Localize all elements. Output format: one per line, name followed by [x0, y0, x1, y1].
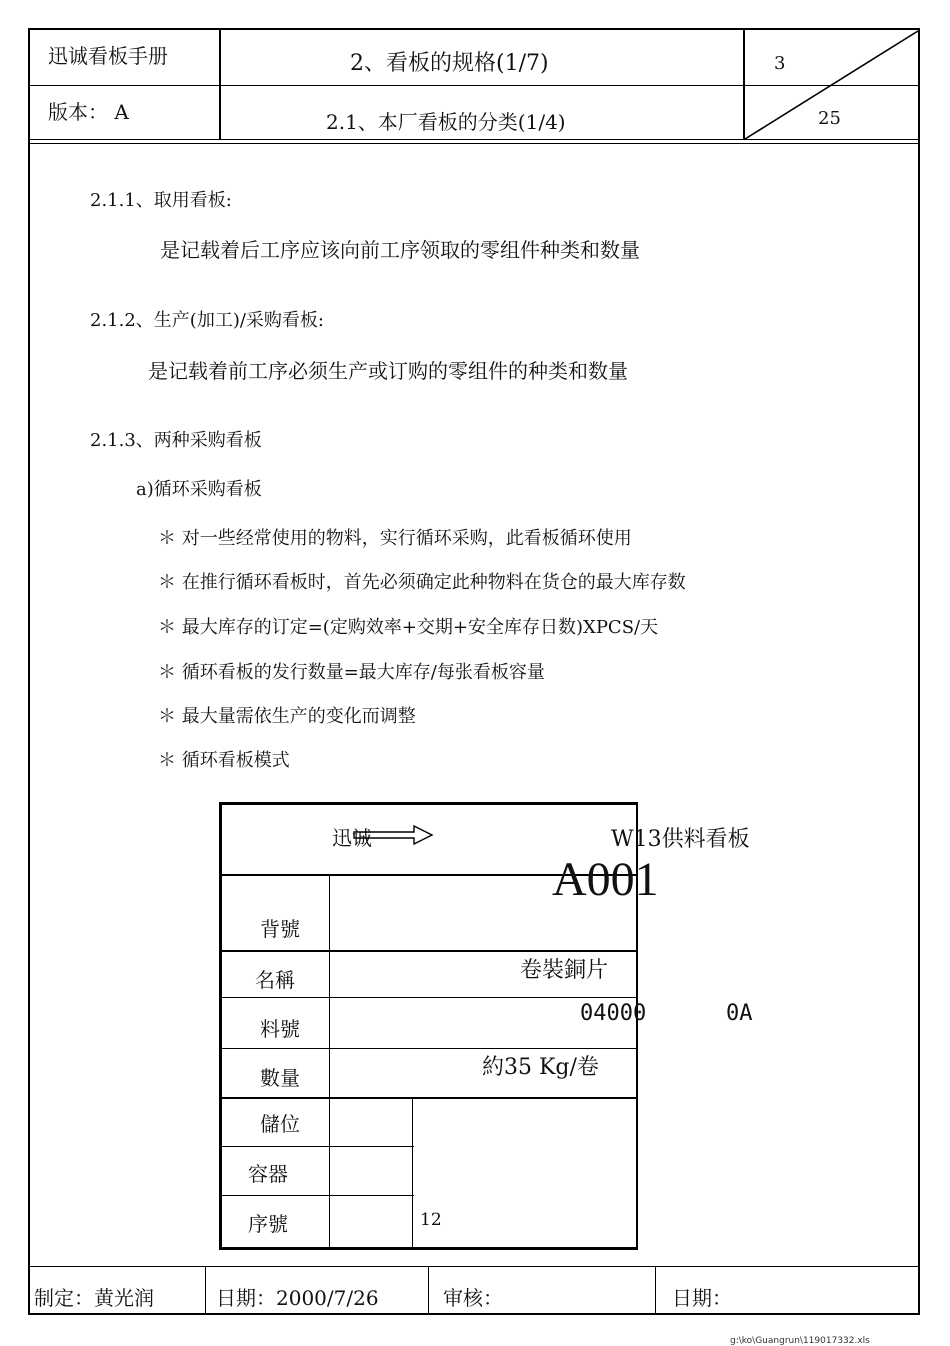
kanban-sequence-value: 12 [420, 1210, 442, 1230]
page-number: 3 [774, 53, 786, 74]
kanban-name-value: 卷裝銅片 [520, 958, 609, 983]
section-2-1-2-title: 2.1.2、生产(加工)/采购看板: [90, 310, 324, 331]
manual-title: 迅诚看板手册 [48, 44, 168, 68]
kanban-label-quantity: 數量 [260, 1066, 300, 1090]
footer-maker: 制定：黄光润 [34, 1286, 154, 1310]
bullet-item: ＊ 最大库存的订定=(定购效率+交期+安全库存日数)XPCS/天 [158, 617, 659, 638]
footer-reviewer: 审核： [443, 1286, 503, 1310]
section-2-1-3-title: 2.1.3、两种采购看板 [90, 430, 262, 451]
total-pages: 25 [818, 108, 841, 129]
section-2-1-3-subtitle: a)循环采购看板 [136, 479, 262, 500]
kanban-company: 迅诚 [332, 826, 372, 850]
kanban-label-back-number: 背號 [260, 917, 300, 941]
footer-date-1: 日期：2000/7/26 [216, 1286, 379, 1310]
bullet-item: ＊ 对一些经常使用的物料，实行循环采购，此看板循环使用 [158, 528, 632, 549]
bullet-item: ＊ 在推行循环看板时，首先必须确定此种物料在货仓的最大库存数 [158, 572, 686, 593]
version-label: 版本： A [48, 100, 129, 124]
chapter-title: 2、看板的规格(1/7) [350, 51, 549, 76]
section-2-1-2-text: 是记载着前工序必须生产或订购的零组件的种类和数量 [148, 359, 628, 383]
section-2-1-1-title: 2.1.1、取用看板: [90, 190, 232, 211]
bullet-item: ＊ 循环看板模式 [158, 750, 290, 771]
kanban-label-part-number: 料號 [260, 1017, 300, 1041]
bullet-item: ＊ 循环看板的发行数量=最大库存/每张看板容量 [158, 662, 545, 683]
kanban-part-number-value: 04000 [580, 1001, 647, 1026]
kanban-card-title: W13供料看板 [611, 827, 750, 852]
kanban-label-name: 名稱 [255, 968, 295, 992]
kanban-label-container: 容器 [248, 1162, 288, 1186]
kanban-quantity-value: 約35 Kg/卷 [482, 1055, 599, 1080]
section-2-1-1-text: 是记载着后工序应该向前工序领取的零组件种类和数量 [160, 238, 640, 262]
kanban-part-suffix-value: 0A [726, 1001, 753, 1026]
kanban-label-sequence: 序號 [248, 1212, 288, 1236]
kanban-code: A001 [552, 853, 659, 906]
section-title: 2.1、本厂看板的分类(1/4) [326, 110, 566, 134]
bullet-item: ＊ 最大量需依生产的变化而调整 [158, 706, 416, 727]
arrow-right-icon [352, 824, 434, 846]
kanban-label-location: 儲位 [260, 1112, 300, 1136]
footer-date-2: 日期： [672, 1286, 732, 1310]
file-path: g:\ko\Guangrun\119017332.xls [730, 1336, 870, 1346]
